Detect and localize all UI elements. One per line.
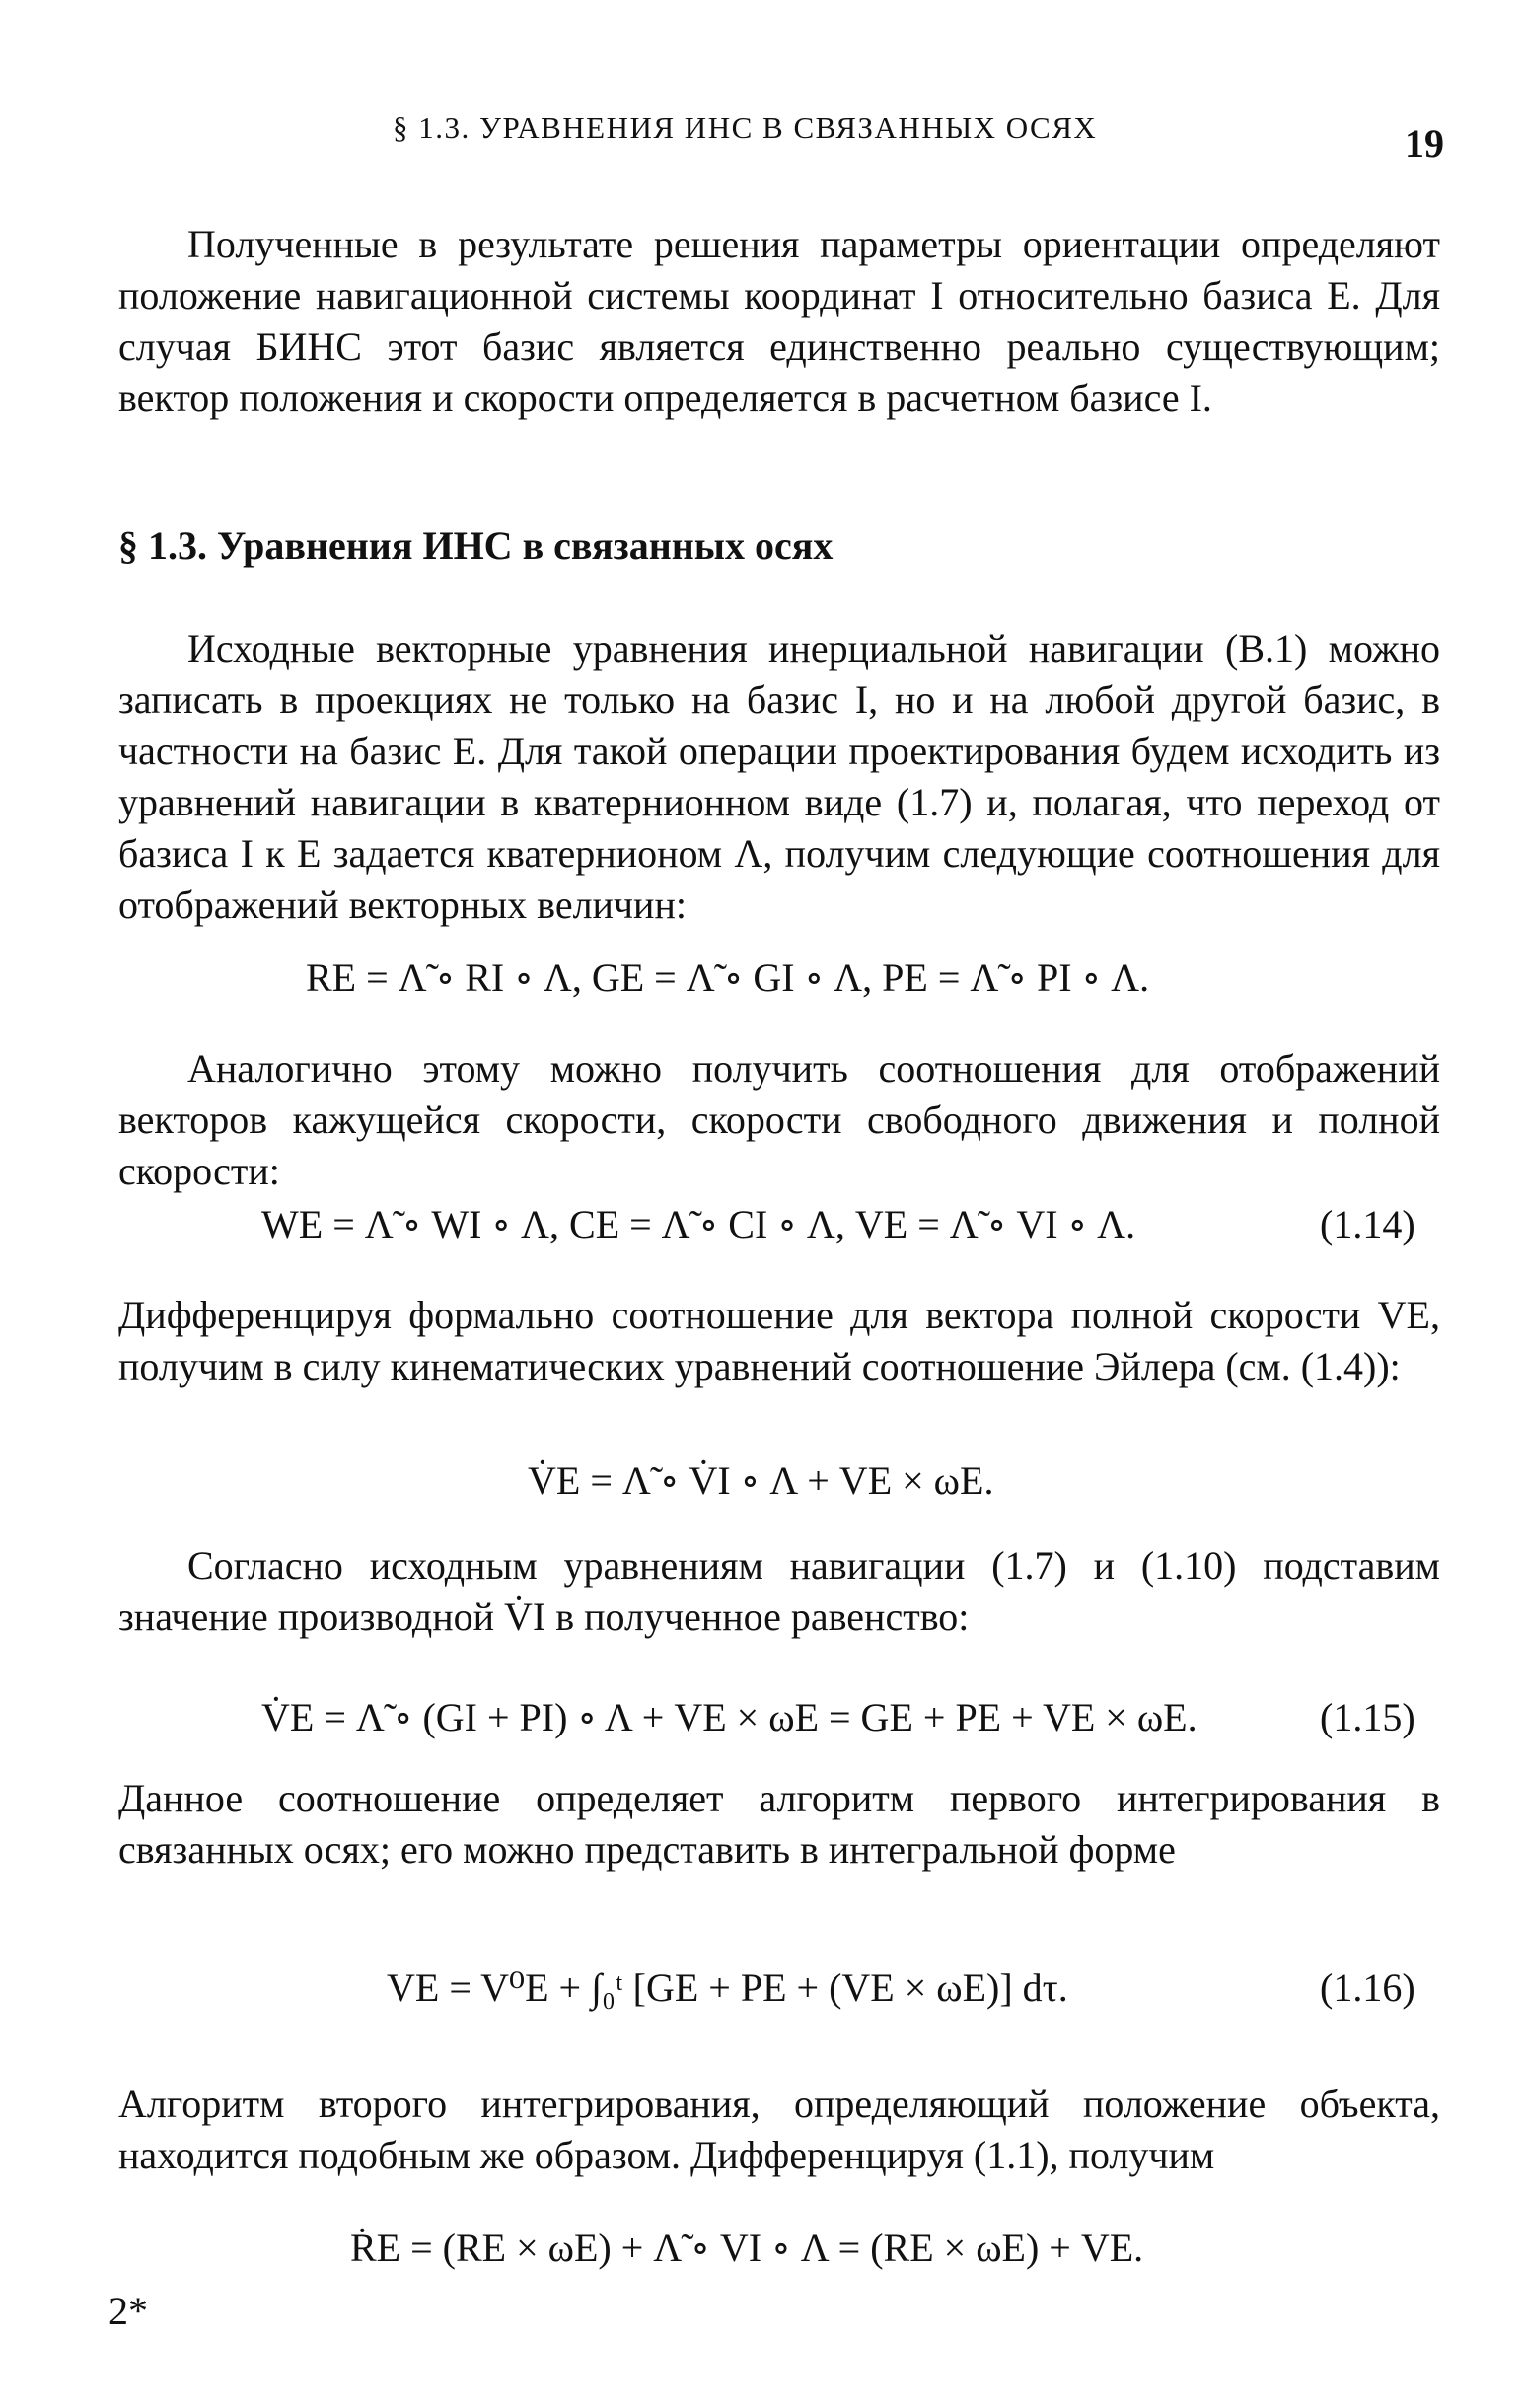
page-number: 19 bbox=[1405, 121, 1444, 166]
paragraph-substitution: Согласно исходным уравнениям навигации (1.7) и (1.10) подставим значение производной V̇I в полученное равенство: bbox=[118, 1543, 1440, 1639]
paragraph-second-integration: Алгоритм второго интегрирования, определяющий положение объекта, находится подобным же образом. Дифференцируя (1.1), получим bbox=[118, 2082, 1440, 2177]
running-head: § 1.3. УРАВНЕНИЯ ИНС В СВЯЗАННЫХ ОСЯХ bbox=[393, 110, 1098, 145]
equation-euler: V̇E = Λ̃ ∘ V̇I ∘ Λ + VE × ωE. bbox=[528, 1458, 994, 1503]
equation-1-16: VE = V⁰E + ∫₀ᵗ [GE + PE + (VE × ωE)] dτ. bbox=[387, 1965, 1068, 2010]
equation-position: ṘE = (RE × ωE) + Λ̃ ∘ VI ∘ Λ = (RE × ωE) + VE. bbox=[350, 2226, 1144, 2270]
equation-number-1-14: (1.14) bbox=[1320, 1202, 1415, 1246]
equation-1-15: V̇E = Λ̃ ∘ (GI + PI) ∘ Λ + VE × ωE = GE + PE + VE × ωE. bbox=[261, 1695, 1197, 1739]
signature-mark: 2* bbox=[109, 2289, 148, 2333]
paragraph-velocities: Аналогично этому можно получить соотношения для отображений векторов кажущейся скорости, скорости свободного движения и полной скорости: bbox=[118, 1046, 1440, 1193]
paragraph-intro: Полученные в результате решения параметры ориентации определяют положение навигационной системы координат I относительно базиса E. Для случая БИНС этот базис является единственно реально существующим; вектор положения и скорости определяется в расчетном базисе I. bbox=[118, 222, 1440, 420]
paragraph-projection: Исходные векторные уравнения инерциальной навигации (В.1) можно записать в проекциях не только на базис I, но и на любой другой базис, в частности на базис E. Для такой операции проектирования будем исходить из уравнений навигации в кватернионном виде (1.7) и, полагая, что переход от базиса I к E задается кватернионом Λ, получим следующие соотношения для отображений векторных величин: bbox=[118, 626, 1440, 927]
equation-number-1-15: (1.15) bbox=[1320, 1695, 1415, 1739]
equation-1-14: WE = Λ̃ ∘ WI ∘ Λ, CE = Λ̃ ∘ CI ∘ Λ, VE = Λ̃ ∘ VI ∘ Λ. bbox=[261, 1202, 1136, 1246]
paragraph-differentiation: Дифференцируя формально соотношение для вектора полной скорости VE, получим в силу кинематических уравнений соотношение Эйлера (см. (1.4)): bbox=[118, 1293, 1440, 1388]
paragraph-integral-form: Данное соотношение определяет алгоритм первого интегрирования в связанных осях; его можно представить в интегральной форме bbox=[118, 1776, 1440, 1872]
equation-projection: RE = Λ̃ ∘ RI ∘ Λ, GE = Λ̃ ∘ GI ∘ Λ, PE = Λ̃ ∘ PI ∘ Λ. bbox=[306, 956, 1150, 1000]
section-title: § 1.3. Уравнения ИНС в связанных осях bbox=[118, 524, 834, 568]
equation-number-1-16: (1.16) bbox=[1320, 1965, 1415, 2010]
